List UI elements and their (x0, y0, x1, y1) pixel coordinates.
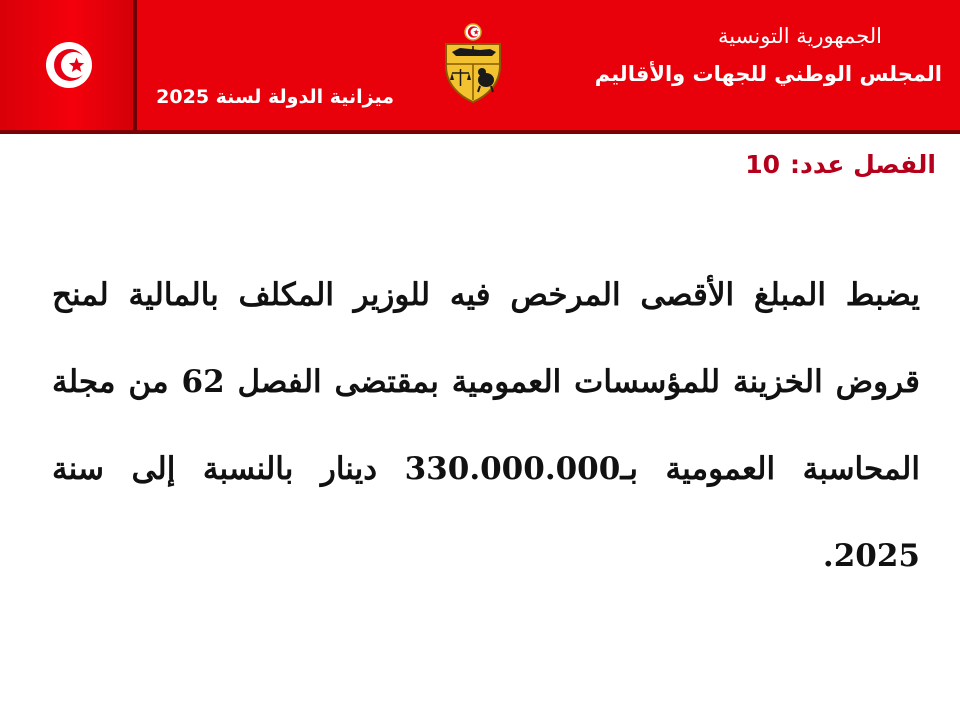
flag-panel (0, 0, 133, 130)
tunisia-coat-of-arms-icon (440, 22, 506, 104)
article-text: يضبط المبلغ الأقصى المرخص فيه للوزير المكلف بالمالية لمنح قروض الخزينة للمؤسسات العمومية بمقتضى الفصل 62 من مجلة المحاسبة العمومية بـ330.000.000 دينار بالنسبة إلى سنة 2025. (52, 277, 920, 574)
chapter-heading (745, 150, 936, 179)
council-title: المجلس الوطني للجهات والأقاليم (594, 62, 942, 86)
panel-divider (133, 0, 137, 130)
tunisia-flag-icon (46, 42, 92, 88)
budget-title: ميزانية الدولة لسنة 2025 (156, 86, 394, 108)
header-divider (0, 130, 960, 134)
chapter-label: الفصل عدد: (790, 150, 936, 179)
chapter-number: 10 (745, 150, 781, 179)
republic-title: الجمهورية التونسية (718, 24, 882, 48)
